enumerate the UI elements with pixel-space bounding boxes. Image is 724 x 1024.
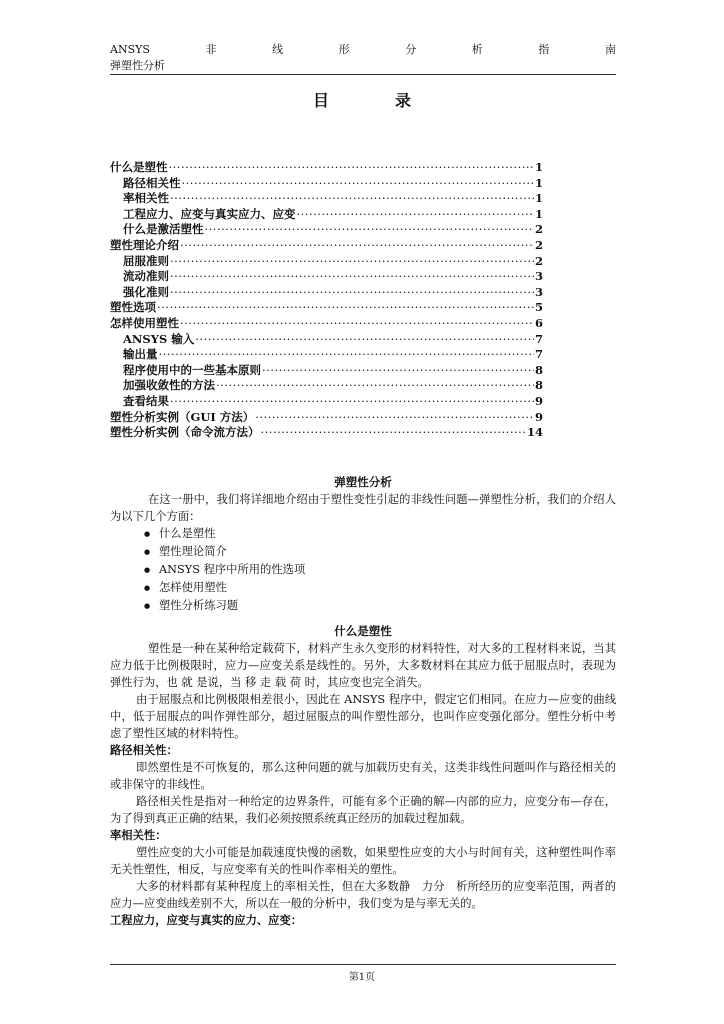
header-title-char: 指 (538, 43, 550, 56)
toc-entry[interactable] (110, 222, 543, 238)
toc-leader-dots (216, 378, 534, 394)
page-number: 第1页 (348, 972, 376, 983)
toc-leader-dots (205, 222, 534, 238)
toc-entry-label: 塑性理论介绍 (110, 237, 179, 252)
toc-entry[interactable] (110, 176, 543, 192)
toc-leader-dots (159, 347, 534, 363)
toc-entry[interactable] (110, 363, 543, 379)
toc-entry-page: 1 (534, 175, 543, 190)
header-title-char: 析 (471, 43, 483, 56)
toc-entry[interactable] (110, 394, 543, 410)
toc-entry[interactable] (110, 238, 543, 254)
toc-entry-label: 怎样使用塑性 (110, 315, 179, 330)
header-title-char: 非 (205, 43, 217, 56)
section-title: 弹塑性分析 (334, 475, 392, 489)
toc-leader-dots (157, 300, 534, 316)
toc-entry-label: 塑性选项 (110, 300, 156, 315)
toc-entry[interactable] (110, 316, 543, 332)
document-body (110, 474, 616, 929)
toc-entry-page: 9 (534, 393, 543, 408)
toc-entry[interactable] (110, 160, 543, 176)
plasticity-heading: 什么是塑性 (334, 624, 392, 638)
toc-leader-dots (180, 316, 534, 332)
plasticity-paragraph-2: 由于屈服点和比例极限相差很小，因此在 ANSYS 程序中，假定它们相同。在应力—应变的曲线中，低于屈服点的叫作弹性部分，超过屈服点的叫作塑性部分，也叫作应变强化部分。塑性分析中考虑了塑性区域的材料特性。 (110, 693, 616, 740)
toc-entry-label: 强化准则 (123, 284, 169, 299)
path-dependence-heading: 路径相关性： (110, 743, 178, 757)
toc-leader-dots (170, 254, 534, 270)
table-of-contents (110, 160, 543, 441)
toc-entry-page: 2 (534, 253, 543, 268)
header-title-char: 南 (604, 43, 616, 56)
toc-entry-page: 8 (534, 362, 543, 377)
header-title-char: 形 (338, 43, 350, 56)
toc-entry-label: 查看结果 (123, 393, 169, 408)
header-title (110, 42, 616, 58)
toc-entry[interactable] (110, 425, 543, 441)
header-title-char: 线 (272, 43, 284, 56)
toc-entry[interactable] (110, 410, 543, 426)
toc-entry-page: 8 (534, 378, 543, 393)
toc-entry-label: 输出量 (123, 347, 158, 362)
toc-entry-label: 路径相关性 (123, 175, 181, 190)
toc-leader-dots (170, 191, 534, 207)
toc-entry[interactable] (110, 378, 543, 394)
toc-entry-page: 2 (534, 222, 543, 237)
toc-entry-page: 1 (534, 160, 543, 174)
toc-entry-label: 什么是塑性 (110, 160, 168, 174)
list-item: ● 塑性理论简介 (144, 543, 616, 561)
toc-leader-dots (170, 394, 534, 410)
topic-list (110, 525, 616, 615)
toc-entry-label: 屈服准则 (123, 253, 169, 268)
toc-title (0, 88, 724, 111)
path-paragraph-2: 路径相关性是指对一种给定的边界条件，可能有多个正确的解—内部的应力，应变分布—存在，为了得到真正正确的结果，我们必须按照系统真正经历的加载过程加载。 (110, 795, 616, 825)
toc-leader-dots (180, 238, 534, 254)
rate-dependence-heading: 率相关性： (110, 828, 167, 842)
toc-entry-page: 9 (534, 409, 543, 424)
toc-entry-page: 7 (534, 331, 543, 346)
toc-leader-dots (170, 269, 534, 285)
toc-entry-label: 塑性分析实例（命令流方法） (110, 425, 260, 440)
header-subtitle: 弹塑性分析 (110, 59, 165, 72)
rate-paragraph-2: 大多的材料都有某种程度上的率相关性，但在大多数静 力分 析所经历的应变率范围，两者的应力—应变曲线差别不大，所以在一般的分析中，我们变为是与率无关的。 (110, 880, 616, 910)
list-item: ● 怎样使用塑性 (144, 579, 616, 597)
toc-entry-label: ANSYS 输入 (123, 331, 195, 346)
toc-entry-page: 14 (526, 425, 543, 440)
header-title-char: ANSYS (110, 43, 150, 56)
toc-leader-dots (169, 160, 534, 176)
toc-title-right: 录 (395, 91, 412, 110)
toc-leader-dots (182, 176, 534, 192)
toc-entry[interactable] (110, 332, 543, 348)
toc-entry-page: 3 (534, 284, 543, 299)
footer-divider (110, 964, 616, 965)
toc-entry-label: 流动准则 (123, 269, 169, 284)
toc-leader-dots (297, 207, 534, 223)
toc-title-left: 目 (312, 91, 329, 110)
toc-leader-dots (170, 285, 534, 301)
toc-leader-dots (195, 332, 534, 348)
toc-entry-page: 5 (534, 300, 543, 315)
header-divider (110, 74, 616, 75)
toc-entry[interactable] (110, 269, 543, 285)
toc-entry-page: 1 (534, 206, 543, 221)
toc-entry[interactable] (110, 285, 543, 301)
toc-entry[interactable] (110, 347, 543, 363)
header-title-char: 分 (405, 43, 417, 56)
list-item: ● 什么是塑性 (144, 525, 616, 543)
toc-entry-page: 7 (534, 347, 543, 362)
toc-entry-label: 率相关性 (123, 191, 169, 206)
toc-entry-label: 什么是激活塑性 (123, 222, 204, 237)
toc-leader-dots (255, 410, 534, 426)
toc-leader-dots (261, 425, 526, 441)
toc-entry[interactable] (110, 191, 543, 207)
toc-entry-label: 工程应力、应变与真实应力、应变 (123, 206, 296, 221)
toc-entry[interactable] (110, 207, 543, 223)
page-header (110, 42, 616, 74)
toc-entry-page: 2 (534, 237, 543, 252)
toc-entry-label: 加强收敛性的方法 (123, 378, 215, 393)
toc-entry[interactable] (110, 254, 543, 270)
path-paragraph-1: 即然塑性是不可恢复的，那么这种问题的就与加载历史有关，这类非线性问题叫作与路径相关的或非保守的非线性。 (110, 761, 616, 791)
list-item: ● 塑性分析练习题 (144, 597, 616, 615)
toc-entry-page: 6 (534, 315, 543, 330)
toc-entry-page: 3 (534, 269, 543, 284)
plasticity-paragraph-1: 塑性是一种在某种给定载荷下，材料产生永久变形的材料特性，对大多的工程材料来说，当其应力低于比例极限时，应力—应变关系是线性的。另外，大多数材料在其应力低于屈服点时，表现为弹性行为，也 就 是说，当 移 走 载 荷 时，其应变也完全消失。 (110, 642, 616, 689)
toc-entry[interactable] (110, 300, 543, 316)
intro-paragraph: 在这一册中，我们将详细地介绍由于塑性变性引起的非线性问题—弹塑性分析，我们的介绍人为以下几个方面： (110, 493, 616, 523)
engineering-stress-heading: 工程应力，应变与真实的应力、应变： (110, 913, 303, 927)
toc-leader-dots (262, 363, 534, 379)
list-item: ● ANSYS 程序中所用的性选项 (144, 561, 616, 579)
toc-entry-label: 程序使用中的一些基本原则 (123, 362, 261, 377)
toc-entry-label: 塑性分析实例（GUI 方法） (110, 409, 255, 424)
toc-entry-page: 1 (534, 191, 543, 206)
rate-paragraph-1: 塑性应变的大小可能是加载速度快慢的函数，如果塑性应变的大小与时间有关，这种塑性叫作率无关性塑性，相反，与应变率有关的性叫作率相关的塑性。 (110, 846, 616, 876)
